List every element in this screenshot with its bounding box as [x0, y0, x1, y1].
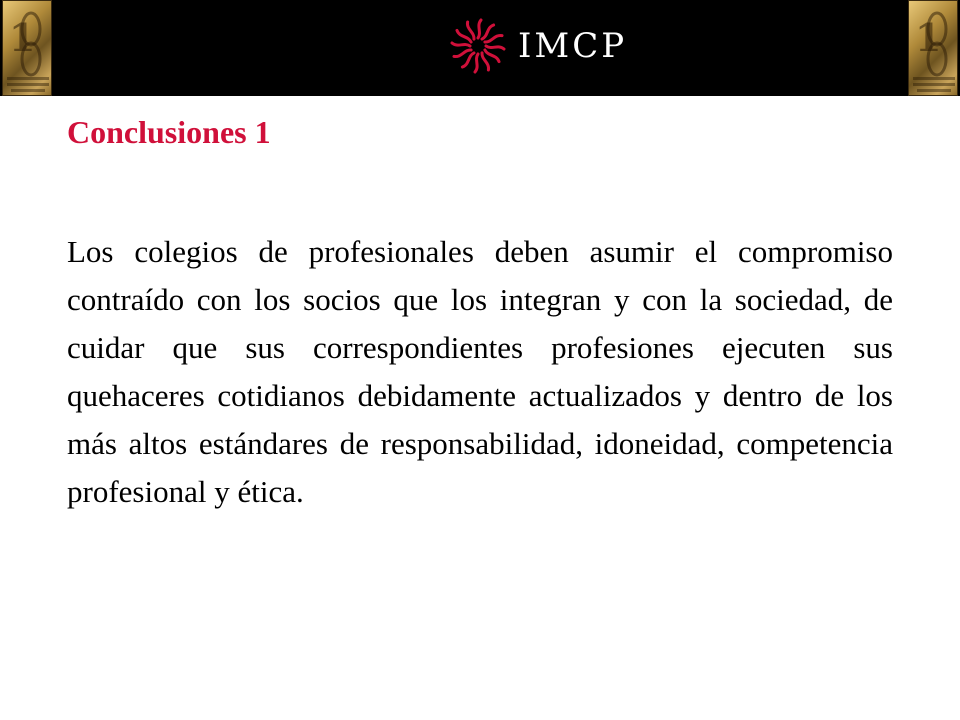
imcp-logo — [448, 14, 627, 78]
slide-title: Conclusiones 1 — [67, 114, 271, 150]
anniversary-badge-icon — [908, 0, 958, 96]
brand-name: IMCP — [518, 26, 628, 66]
slide-body-text: Los colegios de profesionales deben asumir el compromiso contraído con los socios que los integran y con la sociedad, de cuidar que sus correspondientes profesiones ejecuten sus quehaceres cotidianos debidamente actualizados y dentro de los más altos estándares de responsabilidad, idoneidad, competencia profesional y ética. — [67, 234, 893, 509]
svg-text:1: 1 — [915, 15, 942, 60]
svg-text:1: 1 — [9, 15, 36, 60]
anniversary-badge-icon — [2, 0, 52, 96]
header-bar — [0, 0, 960, 96]
imcp-sun-icon — [448, 16, 508, 76]
